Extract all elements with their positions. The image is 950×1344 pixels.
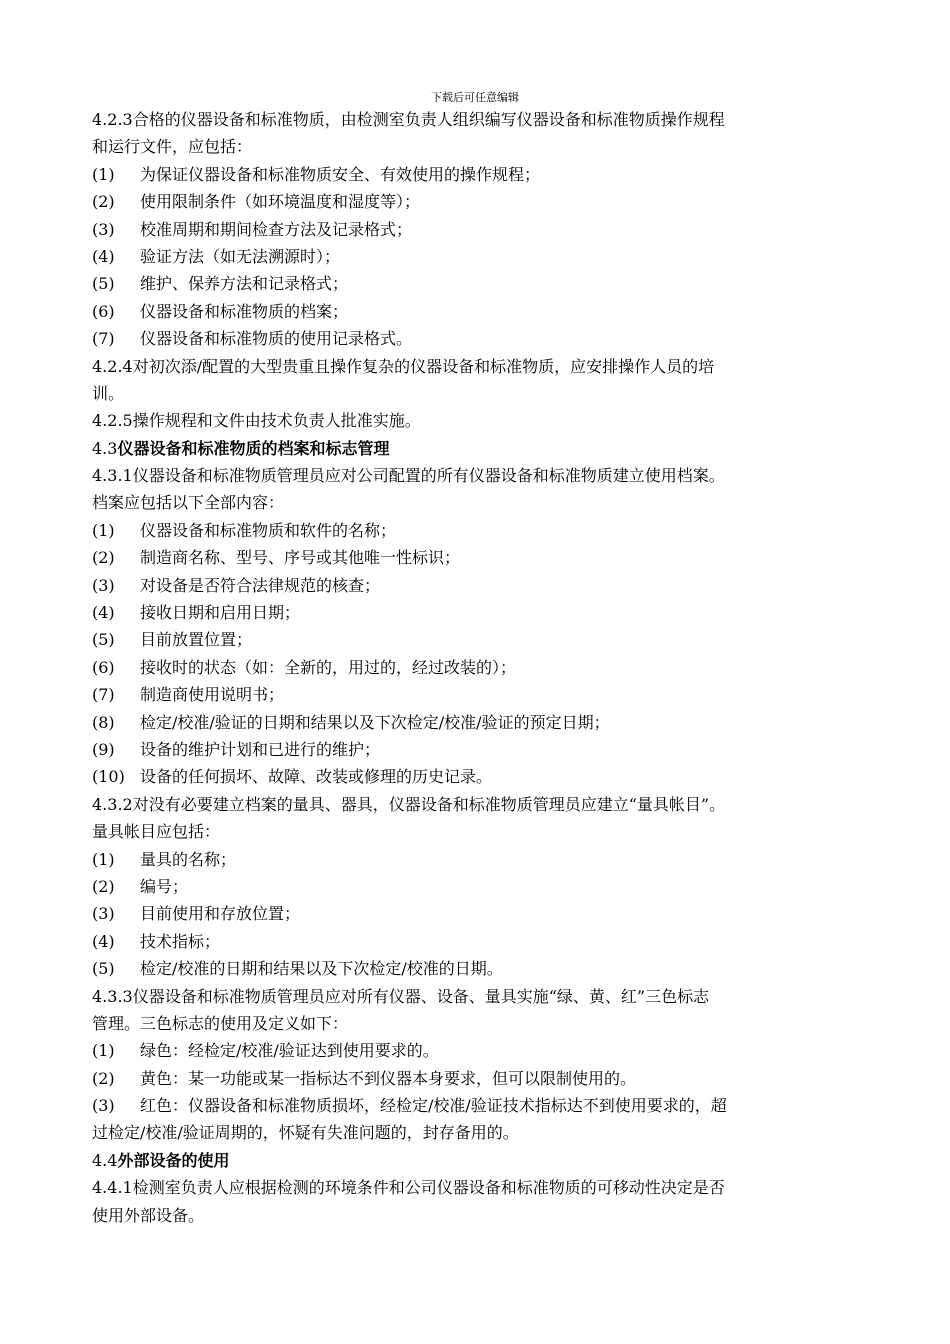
list-item-number: (2)	[92, 1068, 115, 1088]
list-item-number: (4)	[92, 603, 115, 623]
list-item-number: (1)	[92, 1041, 115, 1061]
paragraph-line: 4.2.3合格的仪器设备和标准物质，由检测室负责人组织编写仪器设备和标准物质操作规程	[92, 110, 725, 129]
list-item-text: 接收日期和启用日期；	[140, 603, 301, 623]
list-item-text: 技术指标；	[140, 931, 221, 951]
list-item-text: 量具的名称；	[140, 849, 237, 869]
list-item-text: 对设备是否符合法律规范的核查；	[140, 575, 381, 595]
list-item-number: (3)	[92, 219, 115, 239]
list-item-number: (3)	[92, 904, 115, 924]
list-item-text: 目前放置位置；	[140, 630, 253, 650]
paragraph-line: 和运行文件，应包括：	[92, 137, 253, 157]
list-item-text: 编号；	[140, 876, 189, 896]
paragraph-line: 4.2.4对初次添/配置的大型贵重且操作复杂的仪器设备和标准物质，应安排操作人员的培	[92, 356, 715, 376]
list-item	[92, 517, 877, 544]
list-item	[92, 216, 877, 243]
list-item-number: (3)	[92, 575, 115, 595]
list-item-text: 仪器设备和标准物质的档案；	[140, 301, 349, 321]
list-item	[92, 955, 877, 982]
section-number: 4.3	[92, 438, 118, 458]
list-item-text: 目前使用和存放位置；	[140, 904, 301, 924]
paragraph-line: 管理。三色标志的使用及定义如下：	[92, 1013, 349, 1033]
page-header: 下载后可任意编辑	[431, 91, 519, 104]
list-item-number: (2)	[92, 192, 115, 212]
list-item-number: (10)	[92, 767, 125, 787]
list-item	[92, 681, 877, 708]
list-item	[92, 846, 877, 873]
list-item-number: (2)	[92, 548, 115, 568]
list-item-text: 制造商使用说明书；	[140, 685, 285, 705]
list-item	[92, 928, 877, 955]
paragraph-line: 4.2.5操作规程和文件由技术负责人批准实施。	[92, 411, 421, 431]
list-item-text: 检定/校准/验证的日期和结果以及下次检定/校准/验证的预定日期；	[140, 712, 610, 732]
list-item-text: 接收时的状态（如：全新的，用过的，经过改装的）；	[140, 657, 517, 677]
list-item-number: (5)	[92, 630, 115, 650]
list-item-number: (4)	[92, 931, 115, 951]
list-item-number: (8)	[92, 712, 115, 732]
list-item-text: 为保证仪器设备和标准物质安全、有效使用的操作规程；	[140, 164, 541, 184]
list-item-number: (5)	[92, 274, 115, 294]
paragraph-line: 过检定/校准/验证周期的，怀疑有失准问题的，封存备用的。	[92, 1123, 519, 1143]
list-item-text: 绿色：经检定/校准/验证达到使用要求的。	[140, 1041, 439, 1061]
list-item	[92, 544, 877, 571]
section-heading	[92, 1147, 877, 1174]
list-item-number: (9)	[92, 739, 115, 759]
list-item-number: (3)	[92, 1096, 115, 1116]
paragraph-line: 训。	[92, 383, 125, 403]
list-item-number: (7)	[92, 685, 115, 705]
list-item-text: 检定/校准的日期和结果以及下次检定/校准的日期。	[140, 959, 503, 979]
list-item	[92, 572, 877, 599]
list-item-text: 验证方法（如无法溯源时）；	[140, 246, 341, 266]
list-item-number: (2)	[92, 876, 115, 896]
list-item-text: 黄色：某一功能或某一指标达不到仪器本身要求，但可以限制使用的。	[140, 1068, 637, 1088]
list-item	[92, 161, 877, 188]
list-item	[92, 736, 877, 763]
list-item-text: 设备的任何损坏、故障、改装或修理的历史记录。	[140, 767, 493, 787]
paragraph-line: 4.4.1检测室负责人应根据检测的环境条件和公司仪器设备和标准物质的可移动性决定是否	[92, 1178, 725, 1198]
list-item-number: (7)	[92, 329, 115, 349]
list-item-text: 设备的维护计划和已进行的维护；	[140, 739, 381, 759]
list-item	[92, 188, 877, 215]
list-item	[92, 763, 877, 790]
paragraph-line: 4.3.2对没有必要建立档案的量具、器具，仪器设备和标准物质管理员应建立“量具帐目”。	[92, 794, 726, 814]
list-item	[92, 709, 877, 736]
list-item	[92, 900, 877, 927]
paragraph-line: 4.3.1仪器设备和标准物质管理员应对公司配置的所有仪器设备和标准物质建立使用档案。	[92, 466, 725, 486]
list-item-text: 制造商名称、型号、序号或其他唯一性标识；	[140, 548, 461, 568]
list-item	[92, 325, 877, 352]
list-item-number: (6)	[92, 301, 115, 321]
list-item-text: 仪器设备和标准物质和软件的名称；	[140, 520, 397, 540]
list-item-text: 仪器设备和标准物质的使用记录格式。	[140, 329, 413, 349]
list-item	[92, 599, 877, 626]
section-title: 外部设备的使用	[117, 1150, 230, 1170]
section-number: 4.4	[92, 1150, 118, 1170]
list-item-number: (1)	[92, 520, 115, 540]
list-item	[92, 626, 877, 653]
list-item-text: 校准周期和期间检查方法及记录格式；	[140, 219, 413, 239]
paragraph-line: 使用外部设备。	[92, 1205, 205, 1225]
list-item-number: (1)	[92, 849, 115, 869]
list-item-text: 使用限制条件（如环境温度和湿度等）；	[140, 192, 421, 212]
list-item	[92, 873, 877, 900]
list-item	[92, 1092, 877, 1119]
list-item-number: (4)	[92, 246, 115, 266]
list-item	[92, 1065, 877, 1092]
document-body	[92, 106, 877, 1229]
list-item-number: (6)	[92, 657, 115, 677]
paragraph-line: 4.3.3仪器设备和标准物质管理员应对所有仪器、设备、量具实施“绿、黄、红”三色标志	[92, 986, 710, 1006]
list-item	[92, 243, 877, 270]
list-item-number: (1)	[92, 164, 115, 184]
section-heading	[92, 435, 877, 462]
section-title: 仪器设备和标准物质的档案和标志管理	[117, 438, 390, 458]
paragraph-line: 档案应包括以下全部内容：	[92, 493, 285, 513]
list-item	[92, 654, 877, 681]
list-item-number: (5)	[92, 959, 115, 979]
list-item-text: 维护、保养方法和记录格式；	[140, 274, 349, 294]
list-item-text: 红色：仪器设备和标准物质损坏，经检定/校准/验证技术指标达不到使用要求的，超	[140, 1096, 727, 1116]
list-item	[92, 270, 877, 297]
list-item	[92, 1037, 877, 1064]
paragraph-line: 量具帐目应包括：	[92, 822, 221, 842]
list-item	[92, 298, 877, 325]
